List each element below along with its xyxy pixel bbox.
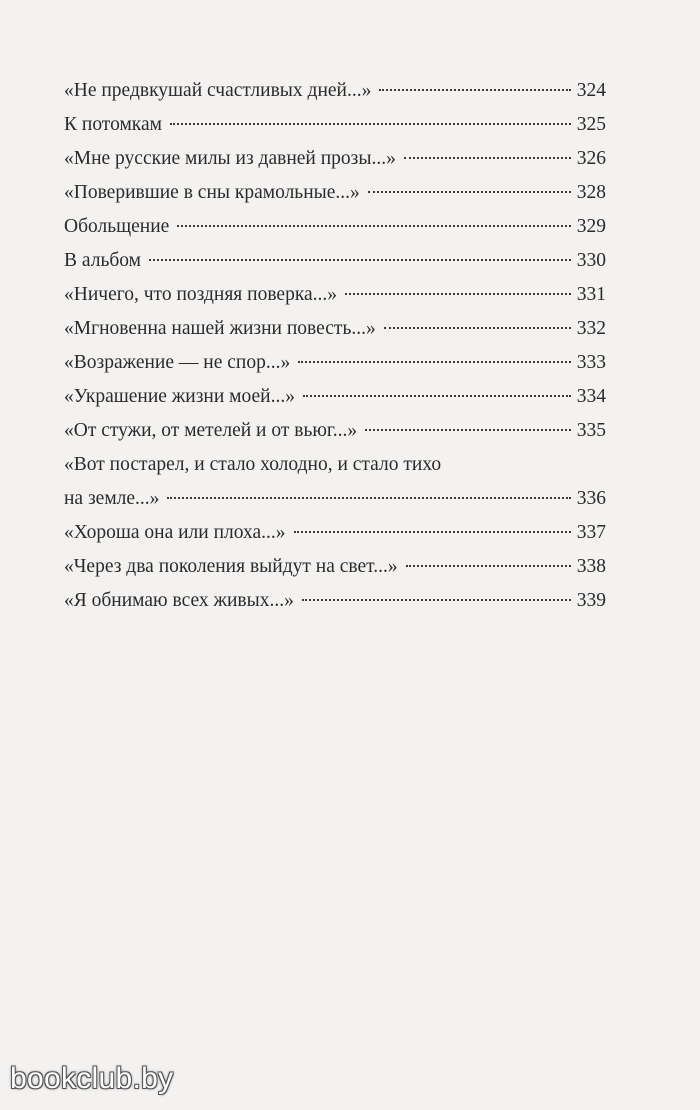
toc-entry xyxy=(64,516,606,550)
toc-entry-title: «Возражение — не спор...» xyxy=(64,352,291,373)
toc-entry-page: 332 xyxy=(576,318,606,339)
toc-entry xyxy=(64,584,606,618)
toc-entry xyxy=(64,74,606,108)
toc-entry-page: 328 xyxy=(576,182,606,203)
toc-entry-page: 326 xyxy=(576,148,606,169)
toc-entry-title: Обольщение xyxy=(64,216,170,237)
dot-leader xyxy=(170,123,571,125)
toc-entry-title: В альбом xyxy=(64,250,141,271)
toc-entry-title-line1: «Вот постарел, и стало холодно, и стало тихо xyxy=(64,454,442,475)
toc-entry-title: «Ничего, что поздняя поверка...» xyxy=(64,284,338,305)
toc-entry-page: 331 xyxy=(576,284,606,305)
dot-leader xyxy=(365,429,571,431)
toc-entry-title: «Хороша она или плоха...» xyxy=(64,522,286,543)
toc-entry-page: 336 xyxy=(576,488,606,509)
toc-entry xyxy=(64,448,606,516)
toc-entry-page: 330 xyxy=(576,250,606,271)
toc-entry-title: «Мгновенна нашей жизни повесть...» xyxy=(64,318,376,339)
toc-entry-page: 334 xyxy=(576,386,606,407)
dot-leader xyxy=(149,259,571,261)
toc-entry-page: 337 xyxy=(576,522,606,543)
toc-entry xyxy=(64,108,606,142)
toc-entry-title: «Поверившие в сны крамольные...» xyxy=(64,182,360,203)
toc-entry-title: «Украшение жизни моей...» xyxy=(64,386,295,407)
dot-leader xyxy=(177,225,570,227)
dot-leader xyxy=(404,157,571,159)
dot-leader xyxy=(298,361,571,363)
toc-entry-title: К потомкам xyxy=(64,114,162,135)
dot-leader xyxy=(294,531,571,533)
toc-entry-page: 339 xyxy=(576,590,606,611)
dot-leader xyxy=(303,395,571,397)
dot-leader xyxy=(368,191,571,193)
toc-entry-page: 335 xyxy=(576,420,606,441)
toc-entry-title-line2: на земле...» xyxy=(64,488,160,509)
dot-leader xyxy=(406,565,571,567)
toc-entry-title: «Не предвкушай счастливых дней...» xyxy=(64,80,372,101)
dot-leader xyxy=(384,327,571,329)
toc-entry-page: 333 xyxy=(576,352,606,373)
toc-entry-page: 325 xyxy=(576,114,606,135)
toc-entry xyxy=(64,278,606,312)
toc-entry xyxy=(64,210,606,244)
dot-leader xyxy=(379,89,570,91)
toc-entry-title: «От стужи, от метелей и от вьюг...» xyxy=(64,420,358,441)
toc-entry xyxy=(64,346,606,380)
toc-entry-page: 338 xyxy=(576,556,606,577)
dot-leader xyxy=(302,599,571,601)
toc-entry xyxy=(64,312,606,346)
toc-entry-title: «Мне русские милы из давней прозы...» xyxy=(64,148,396,169)
toc-entry-title: «Через два поколения выйдут на свет...» xyxy=(64,556,398,577)
dot-leader xyxy=(345,293,571,295)
toc-entry xyxy=(64,380,606,414)
toc-entry-page: 324 xyxy=(576,80,606,101)
toc-entry xyxy=(64,176,606,210)
toc-entry xyxy=(64,244,606,278)
toc-entry-second-line xyxy=(64,482,606,516)
toc-entry xyxy=(64,414,606,448)
toc-entry xyxy=(64,550,606,584)
toc-entry xyxy=(64,142,606,176)
dot-leader xyxy=(167,497,570,499)
watermark-text: bookclub.by xyxy=(10,1062,174,1095)
toc-entry-page: 329 xyxy=(576,216,606,237)
toc-entry-title: «Я обнимаю всех живых...» xyxy=(64,590,294,611)
table-of-contents xyxy=(64,74,606,618)
